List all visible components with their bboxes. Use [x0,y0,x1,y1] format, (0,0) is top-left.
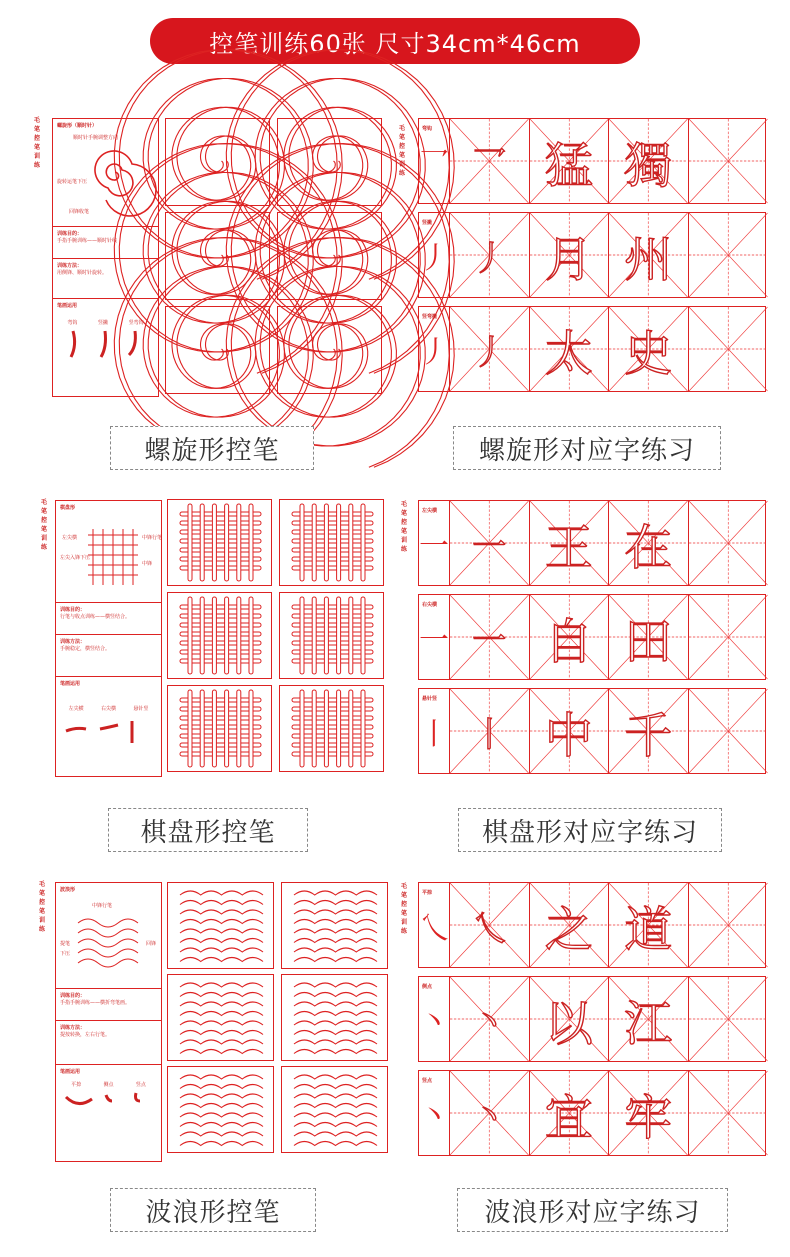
practice-character: 牢 [624,1089,673,1146]
caption-wave-control: 波浪形控笔 [110,1188,316,1232]
grid-pattern-box [279,499,384,586]
mi-grid-cell [529,595,609,679]
sample-stroke: 乀 [419,911,449,946]
mi-grid-cell [608,119,688,203]
stroke-label: 竖点 [135,1082,146,1088]
practice-row [418,212,766,298]
stroke-samples [55,327,155,367]
sample-stroke: 一 [419,529,449,564]
practice-row [418,976,766,1062]
mi-grid-cell [688,1071,768,1155]
wave-pattern-box [281,974,388,1061]
vertical-title: 毛笔控笔训练 [400,501,407,553]
note-4: 下压 [60,951,71,957]
mi-grid-cell [608,977,688,1061]
mi-grid-cell [529,689,609,773]
wave-pattern-box [167,1066,274,1153]
practice-character: 以 [544,995,593,1052]
practice-character: 中 [544,707,593,764]
method-title: 训练方法： [60,1025,86,1031]
mi-grid-cell [688,119,768,203]
spiral-pattern-box [165,212,270,300]
practice-row-label: 左尖横 [422,508,438,514]
practice-character: 丨 [472,714,507,755]
mi-grid-cell [529,501,609,585]
note-4: 中锋 [142,561,153,567]
practice-row [418,594,766,680]
practice-character: 王 [544,519,593,576]
practice-character: 月 [544,231,593,288]
mi-grid-cell [529,1071,609,1155]
mi-grid-cell [688,307,768,391]
practice-character: 丶 [472,1002,507,1043]
spiral-pattern-box [277,306,382,394]
vertical-title: 毛笔控笔训练 [400,883,407,935]
info-title: 螺旋形（顺时针） [57,123,98,129]
practice-character: 宜 [544,1089,593,1146]
grid-diagram [58,513,163,601]
practice-row-label: 竖撇 [422,220,433,226]
caption-spiral-practice: 螺旋形对应字练习 [453,426,721,470]
mi-grid-cell [449,977,529,1061]
mi-grid-cell [529,977,609,1061]
note-1: 顺时针手腕调整方向 [73,135,119,141]
practice-character: 丿 [472,332,507,373]
sample-stroke: 丶 [419,1099,449,1134]
method-text: 用侧锋、顺时针旋转。 [57,270,108,276]
stroke-samples [58,1089,158,1129]
practice-row-label: 竖弯撇 [422,314,438,320]
practice-row-label: 侧点 [422,984,433,990]
practice-character: 江 [624,995,673,1052]
wave-diagram [58,893,158,985]
wave-pattern-box [167,974,274,1061]
practice-character: 一 [472,620,507,661]
practice-character: 獨 [624,137,673,194]
practice-row-label: 平捺 [422,890,433,896]
practice-character: 乛 [472,144,507,185]
mi-grid-cell [608,595,688,679]
info-title: 波浪形 [60,887,76,893]
practice-row-label: 竖点 [422,1078,433,1084]
method-text: 手腕稳定，横竖结合。 [60,646,111,652]
practice-character: 道 [624,901,673,958]
mi-grid-cell [688,883,768,967]
practice-row [418,882,766,968]
practice-row-label: 右尖横 [422,602,438,608]
use-title: 笔画运用 [60,681,81,687]
practice-character: 猛 [544,137,593,194]
mi-grid-cell [608,213,688,297]
mi-grid-cell [449,689,529,773]
note-1: 中锋行笔 [92,903,113,909]
grid-pattern-box [167,685,272,772]
purpose-title: 训练目的： [57,231,83,237]
sample-stroke: 一 [419,623,449,658]
practice-character: 一 [472,526,507,567]
mi-grid-cell [688,595,768,679]
mi-grid-cell [688,213,768,297]
spiral-pattern-box [277,118,382,206]
sample-stroke: 丶 [419,1005,449,1040]
practice-character: 丿 [472,238,507,279]
method-title: 训练方法： [60,639,86,645]
mi-grid-cell [608,689,688,773]
sample-stroke: 丿 [419,335,449,370]
note-2: 提笔 [60,941,71,947]
practice-character: 乀 [472,908,507,949]
practice-character: 自 [544,613,593,670]
mi-grid-cell [449,883,529,967]
wave-pattern-box [281,882,388,969]
practice-character: 在 [624,519,673,576]
practice-row [418,118,766,204]
grid-pattern-box [167,592,272,679]
practice-character: 之 [544,901,593,958]
practice-row-label: 弯钩 [422,126,433,132]
mi-grid-cell [608,307,688,391]
purpose-title: 训练目的： [60,607,86,613]
practice-character: 千 [624,707,673,764]
method-text: 提按转换，左右行笔。 [60,1032,111,1038]
mi-grid-cell [608,1071,688,1155]
vertical-title: 毛笔控笔训练 [40,499,47,551]
stroke-label: 平捺 [71,1082,82,1088]
stroke-label: 弯钩 [67,320,78,326]
mi-grid-cell [688,689,768,773]
mi-grid-cell [449,501,529,585]
practice-character: 田 [624,613,673,670]
mi-grid-cell [529,307,609,391]
title-banner: 控笔训练60张 尺寸34cm*46cm [150,18,640,64]
note-1: 左尖横 [62,535,78,541]
mi-grid-cell [529,213,609,297]
info-title: 棋盘形 [60,505,76,511]
purpose-title: 训练目的： [60,993,86,999]
practice-row-label: 悬针竖 [422,696,438,702]
method-title: 训练方法： [57,263,83,269]
practice-character: 丶 [472,1096,507,1137]
wave-pattern-box [167,882,274,969]
mi-grid-cell [688,501,768,585]
mi-grid-cell [449,595,529,679]
caption-grid-control: 棋盘形控笔 [108,808,308,852]
purpose-text: 手指手腕训练——顺时针线 [57,238,118,244]
note-2: 中锋行笔 [142,535,163,541]
note-3: 左尖入锋下压 [60,555,91,561]
mi-grid-cell [529,119,609,203]
stroke-label: 竖弯钩 [128,320,144,326]
practice-character: 太 [544,325,593,382]
use-title: 笔画运用 [60,1069,81,1075]
use-title: 笔画运用 [57,303,78,309]
stroke-label: 侧点 [103,1082,114,1088]
caption-wave-practice: 波浪形对应字练习 [457,1188,728,1232]
mi-grid-cell [608,883,688,967]
mi-grid-cell [529,883,609,967]
stroke-label: 悬针竖 [133,706,149,712]
purpose-text: 手指手腕训练——横折弯笔画。 [60,1000,131,1006]
mi-grid-cell [449,213,529,297]
spiral-pattern-box [165,306,270,394]
mi-grid-cell [449,307,529,391]
practice-row [418,688,766,774]
info-panel [55,882,162,1162]
spiral-pattern-box [165,118,270,206]
mi-grid-cell [449,119,529,203]
caption-grid-practice: 棋盘形对应字练习 [458,808,722,852]
stroke-label: 右尖横 [100,706,116,712]
mi-grid-cell [608,501,688,585]
practice-row [418,500,766,586]
purpose-text: 行笔与收点训练——横竖结合。 [60,614,131,620]
stroke-label: 左尖横 [68,706,84,712]
sample-stroke: 丿 [419,241,449,276]
practice-character: 史 [624,325,673,382]
vertical-title: 毛笔控笔训练 [398,125,405,177]
stroke-label: 竖撇 [97,320,108,326]
info-panel [55,500,162,777]
note-3: 回锋收笔 [69,209,90,215]
vertical-title: 毛笔控笔训练 [33,117,40,169]
mi-grid-cell [688,977,768,1061]
grid-pattern-box [167,499,272,586]
grid-pattern-box [279,592,384,679]
sample-stroke: 乛 [419,147,449,182]
vertical-title: 毛笔控笔训练 [38,881,45,933]
wave-pattern-box [281,1066,388,1153]
practice-row [418,1070,766,1156]
spiral-pattern-box [277,212,382,300]
grid-pattern-box [279,685,384,772]
note-3: 回锋 [146,941,157,947]
note-2: 旋转运笔下压 [57,179,88,185]
spiral-diagram [55,131,155,221]
stroke-samples [58,717,158,757]
caption-spiral-control: 螺旋形控笔 [110,426,314,470]
mi-grid-cell [449,1071,529,1155]
practice-row [418,306,766,392]
practice-character: 州 [624,231,673,288]
sample-stroke: 丨 [419,717,449,752]
